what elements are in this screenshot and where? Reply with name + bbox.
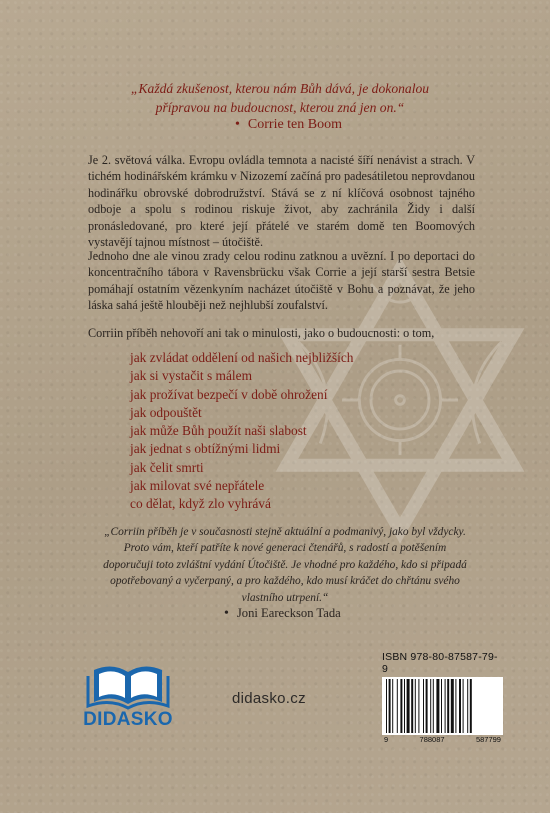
isbn-number: ISBN 978-80-87587-79-9 xyxy=(382,651,498,675)
barcode-bar xyxy=(389,679,391,733)
publisher-website: didasko.cz xyxy=(232,690,306,707)
description-paragraph-3: Corriin příběh nehovoří ani tak o minulosti, jako o budoucnosti: o tom, xyxy=(88,326,435,340)
top-quote xyxy=(60,79,500,117)
barcode-bar xyxy=(404,679,405,733)
list-item: jak si vystačit s málem xyxy=(130,368,252,384)
top-quote-author xyxy=(235,117,342,133)
barcode-bar xyxy=(392,679,393,733)
barcode-bar xyxy=(415,679,416,733)
barcode-bar xyxy=(455,679,456,733)
barcode-digit-group: 9 xyxy=(384,735,389,744)
bottom-quote-author-name: Joni Eareckson Tada xyxy=(236,606,341,620)
barcode-bar xyxy=(470,679,472,733)
list-item: jak prožívat bezpečí v době ohrožení xyxy=(130,386,328,402)
top-quote-line-1: „Každá zkušenost, kterou nám Bůh dává, je dokonalou xyxy=(130,81,430,96)
barcode-bar xyxy=(426,679,428,733)
list-item: jak odpouštět xyxy=(130,404,202,420)
barcode-icon xyxy=(382,677,503,735)
description-paragraph-1: Je 2. světová válka. Evropu ovládla temnota a nacisté šíří nenávist a strach. V tichém hodinářském krámku v Nizozemí začíná pro padesátiletou neprovdanou hodinářku obrovské dobrodružství. Stává se z ní klíčová osobnost tajného odboje a spolu s rodinou riskuje život, aby zachránila Židy i další pronásledované, pro které její přátelé ve starém domě ten Boomových vystavějí tajnou místnost – útočiště. xyxy=(88,153,475,250)
bottom-quote-author xyxy=(224,606,341,622)
bullet-icon: • xyxy=(224,606,229,621)
top-quote-author-name: Corrie ten Boom xyxy=(247,117,343,132)
barcode-bar xyxy=(397,679,398,733)
barcode-bar xyxy=(459,679,461,733)
barcode-bar xyxy=(463,679,464,733)
barcode-digit-group: 587799 xyxy=(475,735,501,744)
open-book-icon xyxy=(68,662,188,710)
barcode-bar xyxy=(400,679,402,733)
barcode-bar xyxy=(411,679,413,733)
barcode-bar xyxy=(433,679,434,733)
barcode-bar xyxy=(441,679,442,733)
list-item: jak může Bůh použít naši slabost xyxy=(130,423,307,439)
barcode-bar xyxy=(418,679,419,733)
description-paragraph-2: Jednoho dne ale vinou zrady celou rodinu zatknou a uvězní. I po deportaci do koncentračního tábora v Ravensbrücku však Corrie a její starší sestra Betsie pomáhají ostatním vězenkyním nacházet útočiště v Bohu a poznávat, že jeho láska sahá ještě hlouběji než nejhlubší zoufalství. xyxy=(88,249,475,313)
barcode-bar xyxy=(445,679,446,733)
bullet-icon: • xyxy=(235,117,240,132)
barcode-digits xyxy=(382,735,503,744)
barcode-bar xyxy=(386,679,387,733)
list-item: jak zvládat oddělení od našich nejbližších xyxy=(130,350,354,365)
list-item: jak jednat s obtížnými lidmi xyxy=(130,441,281,457)
barcode-bar xyxy=(467,679,468,733)
barcode-bar xyxy=(423,679,424,733)
barcode-bar xyxy=(447,679,449,733)
isbn-barcode-block xyxy=(382,651,503,744)
list-item: jak milovat své nepřátele xyxy=(130,478,265,494)
barcode-bar xyxy=(436,679,439,733)
publisher-name: DIDASKO xyxy=(83,709,173,730)
barcode-bar xyxy=(430,679,431,733)
barcode-digit-group: 788087 xyxy=(419,735,445,744)
barcode-bar xyxy=(451,679,454,733)
themes-list xyxy=(130,349,353,514)
bottom-quote-text: „Corriin příběh je v současnosti stejně aktuální a podmanivý, jako byl vždycky. Proto vám, kteří patříte k nové generaci čtenářů, s radostí a potěšením doporučuji toto zvláštní vydání Útočiště. Je vhodné pro každého, kdo si připadá opotřebovaný a vyčerpaný, a pro každého, kdo musí kráčet do chřtánu svého vlastního utrpení.“ xyxy=(103,526,467,604)
list-item: co dělat, když zlo vyhrává xyxy=(130,496,271,512)
list-item: jak čelit smrti xyxy=(130,459,204,475)
top-quote-line-2: přípravou na budoucnost, kterou zná jen on.“ xyxy=(155,100,405,115)
barcode-bar xyxy=(407,679,410,733)
publisher-logo xyxy=(68,662,188,732)
